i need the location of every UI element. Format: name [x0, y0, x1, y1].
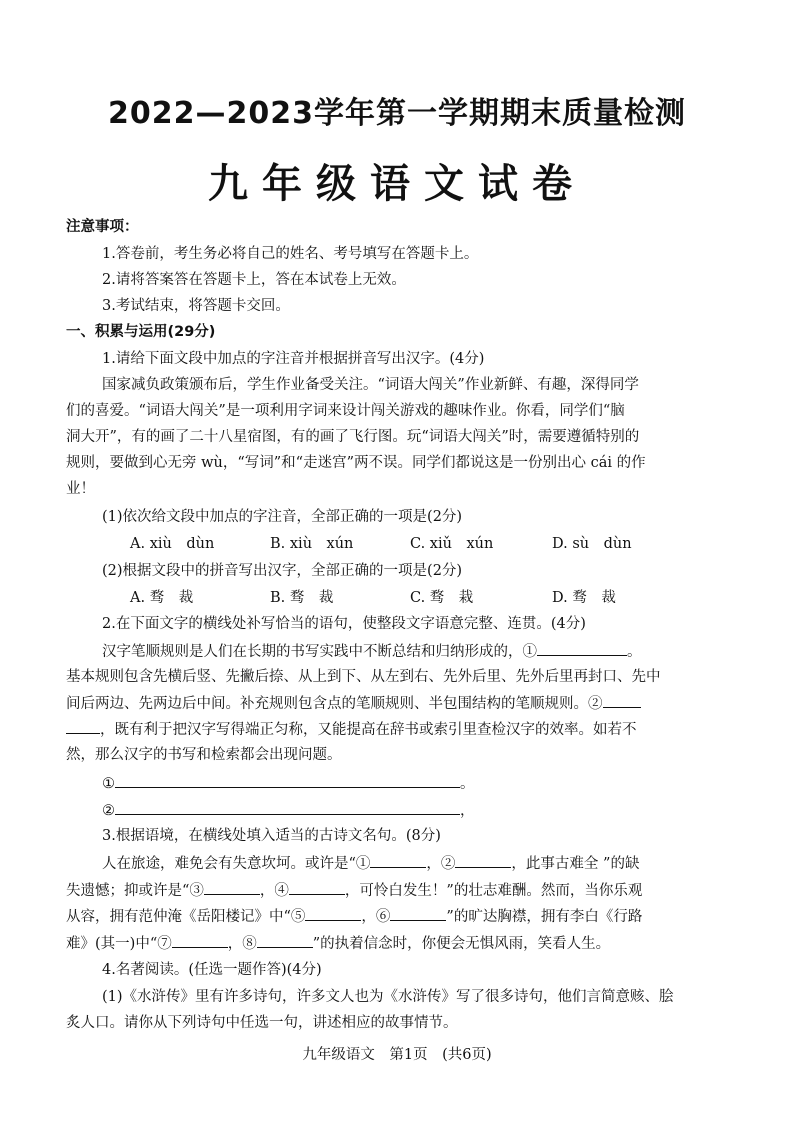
question-1-sub-1: (1)依次给文段中加点的字注音，全部正确的一项是(2分): [102, 509, 463, 525]
passage-line: [66, 880, 794, 901]
answer-blank[interactable]: [172, 933, 228, 948]
exam-subtitle: 九年级语文试卷: [208, 161, 586, 207]
answer-mark: ①: [102, 776, 115, 792]
passage-text: ，②: [426, 856, 456, 872]
passage-text: 人在旅途，难免会有失意坎坷。或许是“①: [102, 856, 371, 872]
passage-line: 洞大开”，有的画了二十八星宿图，有的画了飞行图。玩“词语大闯关”时，需要遵循特别的: [66, 429, 640, 445]
passage-line: 然，那么汉字的书写和检索都会出现问题。: [66, 747, 342, 763]
passage-line: 业！: [66, 481, 95, 497]
passage-text: ，可怜白发生！”的壮志难酬。然而，当你乐观: [344, 883, 643, 899]
answer-line-2: [102, 800, 794, 821]
passage-text: 从容，拥有范仲淹《岳阳楼记》中“⑤: [66, 909, 306, 925]
answer-blank[interactable]: [305, 906, 361, 921]
passage-text: ”的执着信念时，你便会无惧风雨，笑看人生。: [312, 936, 611, 952]
passage-line: 国家减负政策颁布后，学生作业备受关注。“词语大闯关”作业新鲜、有趣，深得同学: [102, 377, 639, 393]
option-a: A. 骛 裁: [130, 590, 194, 606]
passage-line: [66, 719, 794, 740]
option-d: D. sù dùn: [552, 536, 632, 552]
passage-line: [66, 906, 794, 927]
question-4-stem: 4.名著阅读。(任选一题作答)(4分): [102, 962, 322, 978]
option-d: D. 骛 裁: [552, 590, 616, 606]
notice-item: 2.请将答案答在答题卡上，答在本试卷上无效。: [102, 272, 406, 288]
answer-blank[interactable]: [289, 880, 345, 895]
answer-blank[interactable]: [204, 880, 260, 895]
answer-blank[interactable]: [115, 773, 460, 788]
question-1-stem: 1.请给下面文段中加点的字注音并根据拼音写出汉字。(4分): [102, 351, 485, 367]
passage-line: [102, 853, 794, 874]
answer-blank[interactable]: [537, 641, 627, 656]
notice-item: 1.答卷前，考生务必将自己的姓名、考号填写在答题卡上。: [102, 246, 479, 262]
question-3-stem: 3.根据语境，在横线处填入适当的古诗文名句。(8分): [102, 828, 441, 844]
page-footer: 九年级语文 第1页 (共6页): [302, 1047, 492, 1063]
answer-blank[interactable]: [603, 693, 641, 708]
answer-line-1: [102, 773, 794, 794]
passage-text: ，⑥: [361, 909, 391, 925]
period: 。: [627, 644, 642, 660]
passage-text: ，既有利于把汉字写得端正匀称，又能提高在辞书或索引里查检汉字的效率。如若不: [100, 722, 637, 738]
option-a: A. xiù dùn: [130, 536, 215, 552]
passage-line: 基本规则包含先横后竖、先撇后捺、从上到下、从左到右、先外后里、先外后里再封口、先中: [66, 669, 661, 685]
passage-text: 难》(其一)中“⑦: [66, 936, 172, 952]
passage-text: ，此事古难全 ”的缺: [511, 856, 640, 872]
passage-text: 汉字笔顺规则是人们在长期的书写实践中不断总结和归纳形成的，①: [102, 644, 537, 660]
passage-text: ”的旷达胸襟，拥有李白《行路: [446, 909, 643, 925]
question-1-sub-2: (2)根据文段中的拼音写出汉字，全部正确的一项是(2分): [102, 563, 463, 579]
answer-end: 。: [460, 776, 475, 792]
answer-blank[interactable]: [370, 853, 426, 868]
answer-mark: ②: [102, 803, 115, 819]
passage-line: [66, 693, 794, 714]
answer-end: ，: [460, 803, 475, 819]
answer-blank[interactable]: [390, 906, 446, 921]
exam-title: 2022—2023学年第一学期期末质量检测: [108, 96, 686, 131]
passage-line: [66, 933, 794, 954]
passage-line: 们的喜爱。“词语大闯关”是一项利用字词来设计闯关游戏的趣味作业。你看，同学们“脑: [66, 403, 625, 419]
answer-blank[interactable]: [115, 800, 460, 815]
notice-heading: 注意事项：: [66, 219, 139, 235]
answer-blank[interactable]: [455, 853, 511, 868]
passage-line: 规则，要做到心无旁 wù，“写词”和“走迷宫”两不误。同学们都说这是一份别出心 cái 的作: [66, 455, 646, 471]
passage-text: ，⑧: [227, 936, 257, 952]
option-b: B. xiù xún: [270, 536, 354, 552]
passage-text: ，④: [259, 883, 289, 899]
passage-line: (1)《水浒传》里有许多诗句，许多文人也为《水浒传》写了很多诗句，他们言简意赅、脍: [102, 989, 674, 1005]
section-heading: 一、积累与运用(29分): [66, 324, 216, 340]
question-2-stem: 2.在下面文字的横线处补写恰当的语句，使整段文字语意完整、连贯。(4分): [102, 616, 586, 632]
option-c: C. xiǔ xún: [410, 536, 494, 552]
passage-line: [102, 641, 794, 662]
passage-text: 失遗憾；抑或许是“③: [66, 883, 204, 899]
passage-line: 炙人口。请你从下列诗句中任选一句，讲述相应的故事情节。: [66, 1015, 458, 1031]
option-c: C. 骛 栽: [410, 590, 474, 606]
answer-blank[interactable]: [66, 719, 100, 734]
option-b: B. 骛 裁: [270, 590, 334, 606]
answer-blank[interactable]: [257, 933, 313, 948]
passage-text: 间后两边、先两边后中间。补充规则包含点的笔顺规则、半包围结构的笔顺规则。②: [66, 696, 603, 712]
notice-item: 3.考试结束，将答题卡交回。: [102, 298, 290, 314]
